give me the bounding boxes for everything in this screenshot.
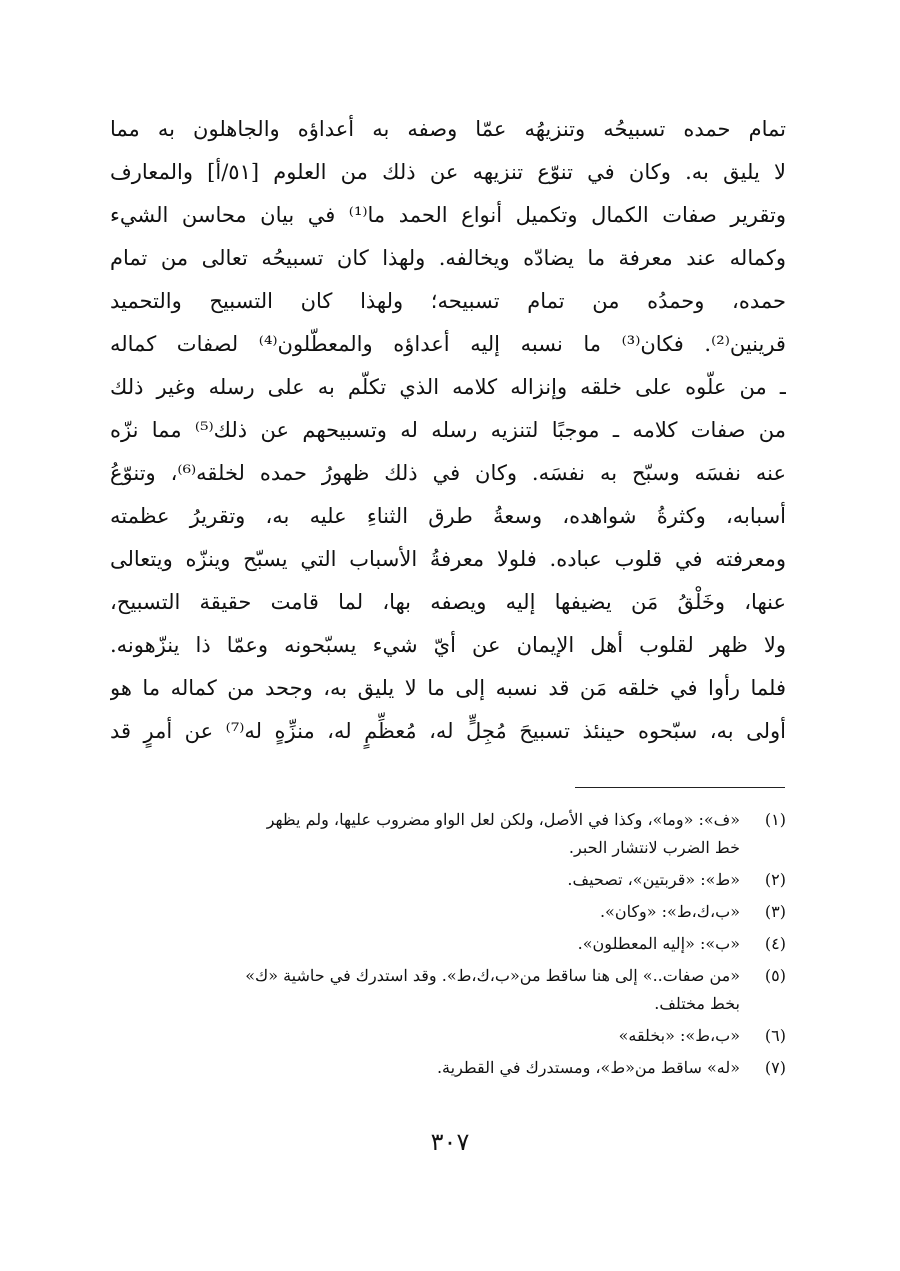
- body-line: قرينين⁽²⁾. فكان⁽³⁾ ما نسبه إليه أعداؤه والمعطّلون⁽⁴⁾ لصفات كماله: [110, 332, 786, 356]
- footnote-text: «من صفات..» إلى هنا ساقط من«ب،ك،ط». وقد استدرك في حاشية «ك»: [245, 966, 740, 985]
- footnote-number: (٤): [764, 934, 786, 953]
- footnote-7: [110, 1054, 786, 1082]
- body-line: فلما رأوا في خلقه مَن قد نسبه إلى ما لا يليق به، وجحد من كماله ما هو: [110, 676, 786, 700]
- body-line: أولى به، سبّحوه حينئذ تسبيحَ مُجِلٍّ له، مُعظِّمٍ له، منزِّهٍ له⁽⁷⁾ عن أمرٍ قد: [110, 719, 786, 743]
- body-line: عنها، وخَلْقُ مَن يضيفها إليه ويصفه بها، لما قامت حقيقة التسبيح،: [110, 590, 786, 614]
- footnote-number: (٧): [764, 1058, 786, 1077]
- footnote-2: [110, 866, 786, 894]
- footnote-text: «ف»: «وما»، وكذا في الأصل، ولكن لعل الواو مضروب عليها، ولم يظهر: [266, 810, 740, 829]
- footnote-text: خط الضرب لانتشار الحبر.: [568, 838, 740, 857]
- footnote-number: (١): [764, 810, 786, 829]
- body-line: لا يليق به. وكان في تنوّع تنزيهه عن ذلك من العلوم [٥١/أ] والمعارف: [110, 160, 786, 184]
- footnote-3: [110, 898, 786, 926]
- footnote-4: [110, 930, 786, 958]
- footnote-separator: [575, 787, 785, 788]
- body-line: ومعرفته في قلوب عباده. فلولا معرفةُ الأسباب التي يسبّح وينزّه ويتعالى: [110, 547, 786, 571]
- body-line: تمام حمده تسبيحُه وتنزيهُه عمّا وصفه به أعداؤه والجاهلون به مما: [110, 117, 786, 141]
- body-line: ـ من علّوه على خلقه وإنزاله كلامه الذي تكلّم به على رسله وغير ذلك: [110, 375, 786, 399]
- footnote-text: «ب»: «إليه المعطلون».: [577, 934, 740, 953]
- footnote-text: «ب،ك،ط»: «وكان».: [599, 902, 740, 921]
- body-line: وكماله عند معرفة ما يضادّه ويخالفه. ولهذا كان تسبيحُه تعالى من تمام: [110, 246, 786, 270]
- body-line: أسبابه، وكثرةُ شواهده، وسعةُ طرق الثناءِ عليه به، وتقريرُ عظمته: [110, 504, 786, 528]
- body-line: حمده، وحمدُه من تمام تسبيحه؛ ولهذا كان التسبيح والتحميد: [110, 289, 786, 313]
- footnote-number: (٦): [764, 1026, 786, 1045]
- footnote-text: «له» ساقط من«ط»، ومستدرك في القطرية.: [436, 1058, 740, 1077]
- body-line: عنه نفسَه وسبّح به نفسَه. وكان في ذلك ظهورُ حمده لخلقه⁽⁶⁾، وتنوّعُ: [110, 461, 786, 485]
- footnote-number: (٥): [764, 966, 786, 985]
- main-text-block: [110, 108, 786, 753]
- footnote-number: (٢): [764, 870, 786, 889]
- footnote-text: «ب،ط»: «بخلقه»: [618, 1026, 740, 1045]
- body-line: من صفات كلامه ـ موجبًا لتنزيه رسله له وتسبيحهم عن ذلك⁽⁵⁾ مما نزّه: [110, 418, 786, 442]
- footnote-text: «ط»: «قربتين»، تصحيف.: [567, 870, 740, 889]
- footnote-6: [110, 1022, 786, 1050]
- body-line: ولا ظهر لقلوب أهل الإيمان عن أيّ شيء يسبّحونه وعمّا ذا ينزّهونه.: [110, 633, 786, 657]
- footnote-1: [110, 806, 786, 862]
- footnote-number: (٣): [764, 902, 786, 921]
- footnote-5: [110, 962, 786, 1018]
- footnotes: [110, 806, 786, 1086]
- body-line: وتقرير صفات الكمال وتكميل أنواع الحمد ما⁽¹⁾ في بيان محاسن الشيء: [110, 203, 786, 227]
- page-number: ٣٠٧: [430, 1128, 470, 1156]
- footnote-text: بخط مختلف.: [654, 994, 740, 1013]
